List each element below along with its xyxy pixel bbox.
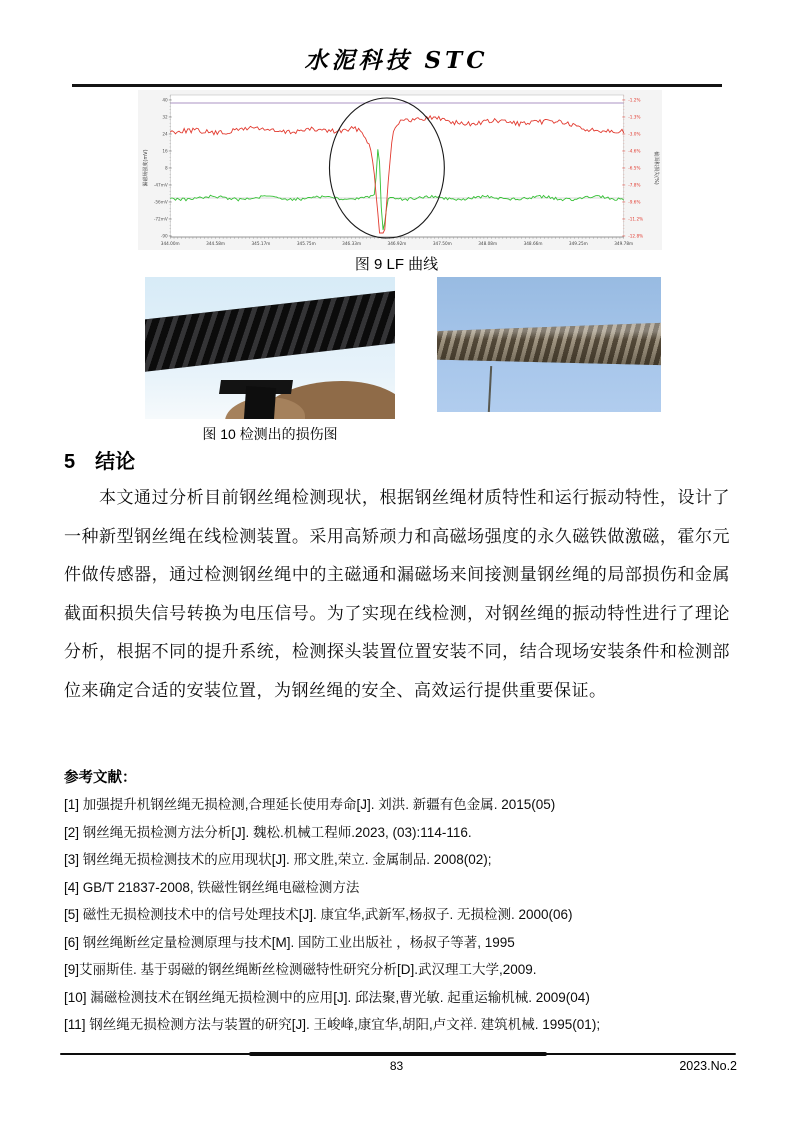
svg-text:348.08m: 348.08m <box>478 241 498 246</box>
svg-text:32: 32 <box>162 114 168 120</box>
fig9-caption: 图 9 LF 曲线 <box>354 256 439 273</box>
svg-text:344.58m: 344.58m <box>206 241 226 246</box>
svg-text:345.17m: 345.17m <box>251 241 271 246</box>
reference-item: [11] 钢丝绳无损检测方法与装置的研究[J]. 王峻峰,康宜华,胡阳,卢文祥. 建筑机械. 1995(01); <box>64 1017 601 1032</box>
fig10-image <box>145 277 395 419</box>
svg-text:345.75m: 345.75m <box>296 241 316 246</box>
lf-chart-figure <box>138 90 662 250</box>
section-heading <box>64 445 135 474</box>
svg-text:8: 8 <box>165 165 168 171</box>
reference-item: [6] 钢丝绳断丝定量检测原理与技术[M]. 国防工业出版社 ，杨叔子等著, 1995 <box>64 934 515 950</box>
references-heading: 参考文献： <box>64 770 137 786</box>
svg-text:-9.6%: -9.6% <box>628 199 641 205</box>
svg-text:349.78m: 349.78m <box>614 241 634 246</box>
page-number: 83 <box>389 1059 404 1073</box>
reference-item: [1] 加强提升机钢丝绳无损检测,合理延长使用寿命[J]. 刘洪. 新疆有色金属. 2015(05) <box>64 797 556 812</box>
svg-text:-90: -90 <box>160 233 168 239</box>
svg-text:-1.3%: -1.3% <box>628 114 641 120</box>
svg-text:截面积损失(%): 截面积损失(%) <box>652 151 659 185</box>
svg-text:-72mV: -72mV <box>153 216 168 222</box>
svg-text:349.25m: 349.25m <box>568 241 588 246</box>
svg-text:-47mV: -47mV <box>153 182 168 188</box>
header-rule <box>72 84 722 87</box>
svg-text:16: 16 <box>162 148 168 154</box>
svg-text:346.92m: 346.92m <box>387 241 407 246</box>
svg-text:347.50m: 347.50m <box>432 241 452 246</box>
lf-chart-svg <box>138 90 662 250</box>
svg-text:-7.8%: -7.8% <box>628 182 641 188</box>
conclusion-paragraph: 本文通过分析目前钢丝绳检测现状，根据钢丝绳材质特性和运行振动特性，设计了一种新型钢丝绳在线检测装置。采用高矫顽力和高磁场强度的永久磁铁做激磁，霍尔元件做传感器，通过检测钢丝绳中的主磁通和漏磁场来间接测量钢丝绳的局部损伤和金属截面积损失信号转换为电压信号。为了实现在线检测，对钢丝绳的振动特性进行了理论分析，根据不同的提升系统，检测探头装置位置安装不同，结合现场安装条件和检测部位来确定合适的安装位置，为钢丝绳的安全、高效运行提供重要保证。 <box>64 488 730 700</box>
svg-text:-4.6%: -4.6% <box>628 148 641 154</box>
reference-item: [5] 磁性无损检测技术中的信号处理技术[J]. 康宜华,武新军,杨叔子. 无损检测. 2000(06) <box>64 907 573 922</box>
svg-text:346.33m: 346.33m <box>342 241 362 246</box>
svg-text:-11.2%: -11.2% <box>628 216 644 222</box>
journal-title: 水泥科技 STC <box>304 47 489 74</box>
fig10-caption: 图 10 检测出的损伤图 <box>202 426 338 442</box>
reference-item: [10] 漏磁检测技术在钢丝绳无损检测中的应用[J]. 邱法聚,曹光敏. 起重运输机械. 2009(04) <box>64 989 590 1005</box>
reference-item: [9]艾丽斯佳. 基于弱磁的钢丝绳断丝检测磁特性研究分析[D].武汉理工大学,2009. <box>64 962 537 977</box>
section-number: 5 <box>64 451 76 473</box>
reference-list <box>64 791 734 1039</box>
svg-text:40: 40 <box>162 97 168 103</box>
svg-text:漏磁场强度(mV): 漏磁场强度(mV) <box>143 149 150 187</box>
svg-text:24: 24 <box>162 131 168 137</box>
reference-item: [2] 钢丝绳无损检测方法分析[J]. 魏松.机械工程师.2023, (03):114-116. <box>64 824 472 840</box>
svg-text:-1.2%: -1.2% <box>628 97 641 103</box>
svg-text:-12.8%: -12.8% <box>628 233 644 239</box>
footer-rule <box>60 1053 736 1055</box>
svg-text:-56mV: -56mV <box>153 199 168 205</box>
fig11-image <box>437 277 661 412</box>
svg-text:344.00m: 344.00m <box>160 241 180 246</box>
reference-item: [4] GB/T 21837-2008, 铁磁性钢丝绳电磁检测方法 <box>64 879 360 895</box>
issue-label: 2023.No.2 <box>679 1059 737 1073</box>
svg-text:348.66m: 348.66m <box>523 241 543 246</box>
support-bracket-stem <box>244 386 276 419</box>
svg-text:-3.0%: -3.0% <box>628 131 641 137</box>
section-title: 结论 <box>95 451 136 473</box>
svg-text:-6.5%: -6.5% <box>628 165 641 171</box>
reference-item: [3] 钢丝绳无损检测技术的应用现状[J]. 邢文胜,荣立. 金属制品. 2008(02); <box>64 852 492 867</box>
